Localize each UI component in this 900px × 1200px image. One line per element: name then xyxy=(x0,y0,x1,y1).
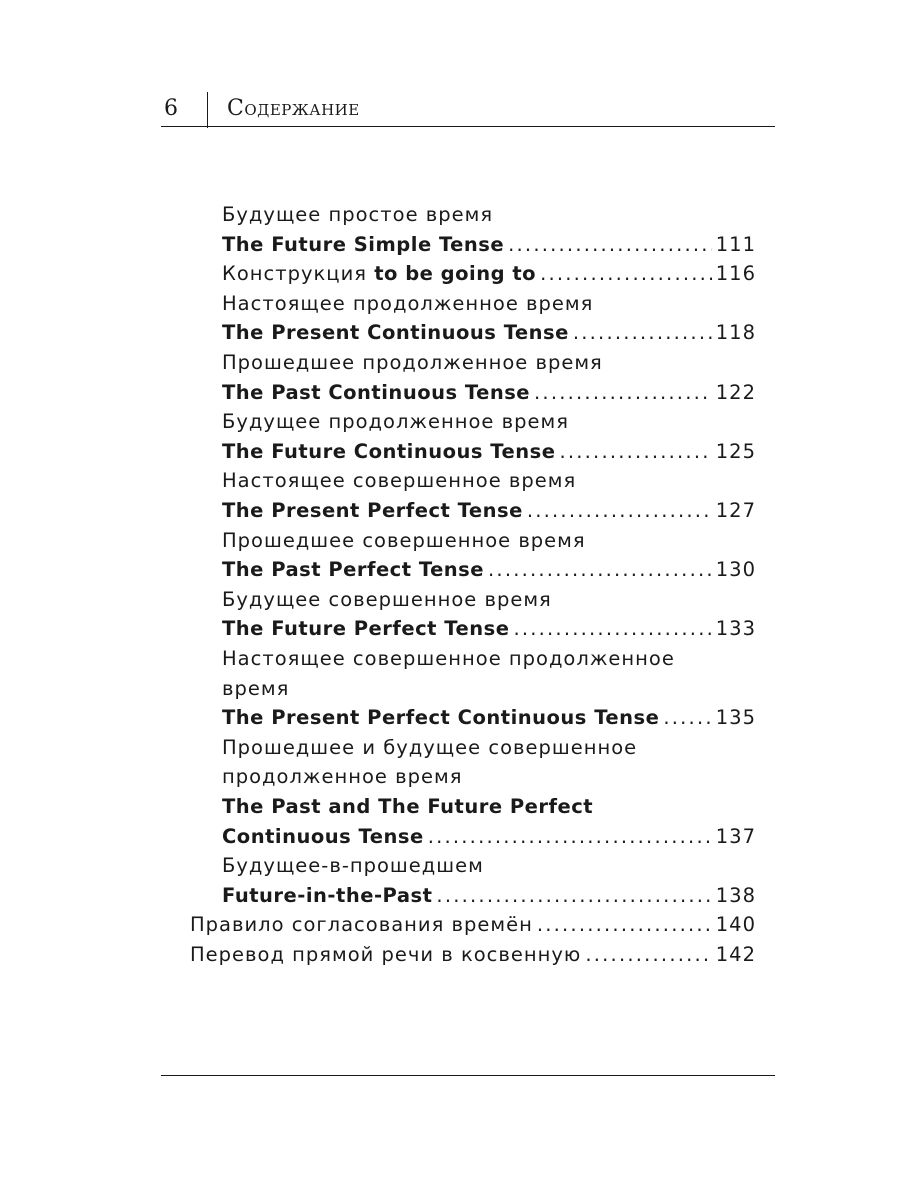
toc-entry-text: Future-in-the-Past xyxy=(222,883,433,907)
dot-leader xyxy=(537,910,712,940)
page-number: 6 xyxy=(164,96,178,121)
toc-line xyxy=(190,910,756,940)
toc-entry-text: Прошедшее совершенное время xyxy=(222,528,586,552)
toc-line xyxy=(222,289,593,319)
header-title: Содержание xyxy=(227,96,360,121)
toc-page-number: 130 xyxy=(715,558,756,582)
toc-entry-text: Прошедшее продолженное время xyxy=(222,351,603,374)
toc-line xyxy=(222,378,756,408)
toc-entry-text: The Future Simple Tense xyxy=(222,232,505,256)
toc-entry-text: Конструкция xyxy=(222,262,375,286)
toc-entry-text: время xyxy=(222,676,290,700)
dot-leader xyxy=(513,614,711,644)
header-separator xyxy=(207,92,208,128)
toc-line xyxy=(222,437,756,467)
toc-line xyxy=(222,585,552,615)
toc-entry-title xyxy=(222,259,536,289)
toc-entry-text: Настоящее продолженное время xyxy=(222,291,594,315)
toc-entry-title xyxy=(222,703,659,733)
toc-page-number: 142 xyxy=(715,943,756,966)
toc-entry-text: Перевод прямой речи в косвенную xyxy=(190,943,582,966)
toc-entry-title xyxy=(190,940,581,970)
toc-entry-text: The Future Perfect Tense xyxy=(222,617,510,641)
toc-page-number: 111 xyxy=(715,232,756,256)
page-header xyxy=(161,94,775,127)
toc-entry-text: The Past Continuous Tense xyxy=(222,380,531,404)
toc-entry-text: The Past Perfect Tense xyxy=(222,558,485,582)
toc-page-number: 127 xyxy=(715,499,756,522)
toc-page-number: 135 xyxy=(715,706,756,730)
toc-entry-title xyxy=(222,614,509,644)
toc-page-number: 125 xyxy=(715,439,756,463)
toc-line xyxy=(222,674,289,704)
toc-page-number: 140 xyxy=(715,913,756,937)
dot-leader xyxy=(559,437,711,467)
dot-leader xyxy=(527,496,712,526)
toc-entry-text: The Present Continuous Tense xyxy=(222,321,569,345)
toc-entry-title xyxy=(222,378,530,408)
toc-page-number: 133 xyxy=(715,617,756,641)
dot-leader xyxy=(508,230,712,260)
footer-rule xyxy=(161,1075,775,1076)
toc-entry-title xyxy=(222,822,424,852)
toc-line xyxy=(222,703,756,733)
dot-leader xyxy=(428,822,712,852)
toc-entry-text: The Past and The Future Perfect xyxy=(222,795,594,818)
toc-entry-text: Настоящее совершенное продолженное xyxy=(222,647,675,670)
toc-entry-text: The Future Continuous Tense xyxy=(222,439,556,463)
toc-page-number: 138 xyxy=(715,883,756,907)
toc-line xyxy=(222,200,493,230)
toc-line xyxy=(222,822,756,852)
toc-entry-text: Правило согласования времён xyxy=(190,913,533,937)
toc-line xyxy=(222,230,756,260)
toc-entry-text: The Present Perfect Continuous Tense xyxy=(222,706,660,730)
toc-line xyxy=(222,348,603,378)
toc-line xyxy=(222,851,484,881)
toc-entry-title xyxy=(222,437,555,467)
toc-entry-text: Настоящее совершенное время xyxy=(222,469,577,493)
toc-entry-title xyxy=(222,881,432,911)
toc-entry-text: продолженное время xyxy=(222,765,463,789)
toc-entry-title xyxy=(222,230,504,260)
toc-line xyxy=(222,644,675,674)
toc-line xyxy=(222,496,756,526)
toc-line xyxy=(222,881,756,911)
toc-page-number: 118 xyxy=(715,321,756,345)
dot-leader xyxy=(573,318,712,348)
toc-entry-text: Continuous Tense xyxy=(222,824,424,848)
toc-entry-text: The Present Perfect Tense xyxy=(222,499,523,522)
toc-line xyxy=(222,733,637,763)
toc-entry-text: Будущее совершенное время xyxy=(222,587,552,611)
dot-leader xyxy=(663,703,711,733)
dot-leader xyxy=(540,259,712,289)
toc-line xyxy=(222,407,569,437)
toc-entry-text: Будущее простое время xyxy=(222,203,494,226)
toc-line xyxy=(222,762,462,792)
toc-line xyxy=(222,259,756,289)
toc-line xyxy=(222,466,576,496)
toc-entry-text: Будущее продолженное время xyxy=(222,410,569,434)
dot-leader xyxy=(534,378,712,408)
toc-entry-title xyxy=(222,496,523,526)
dot-leader xyxy=(488,555,712,585)
toc-line xyxy=(222,555,756,585)
toc-line xyxy=(190,940,756,970)
dot-leader xyxy=(585,940,711,970)
toc-entry-text: Будущее-в-прошедшем xyxy=(222,854,484,878)
toc-page-number: 122 xyxy=(715,380,756,404)
toc-entry-title xyxy=(222,555,484,585)
toc-entry-bold-term: to be going to xyxy=(374,262,537,286)
toc-page-number: 137 xyxy=(715,824,756,848)
toc-entry-text: Прошедшее и будущее совершенное xyxy=(222,735,638,759)
dot-leader xyxy=(436,881,711,911)
toc-line xyxy=(222,318,756,348)
toc-line xyxy=(222,792,593,822)
toc-line xyxy=(222,614,756,644)
toc-line xyxy=(222,526,586,556)
toc-page-number: 116 xyxy=(715,262,756,286)
toc-entry-title xyxy=(190,910,533,940)
toc-entry-title xyxy=(222,318,569,348)
